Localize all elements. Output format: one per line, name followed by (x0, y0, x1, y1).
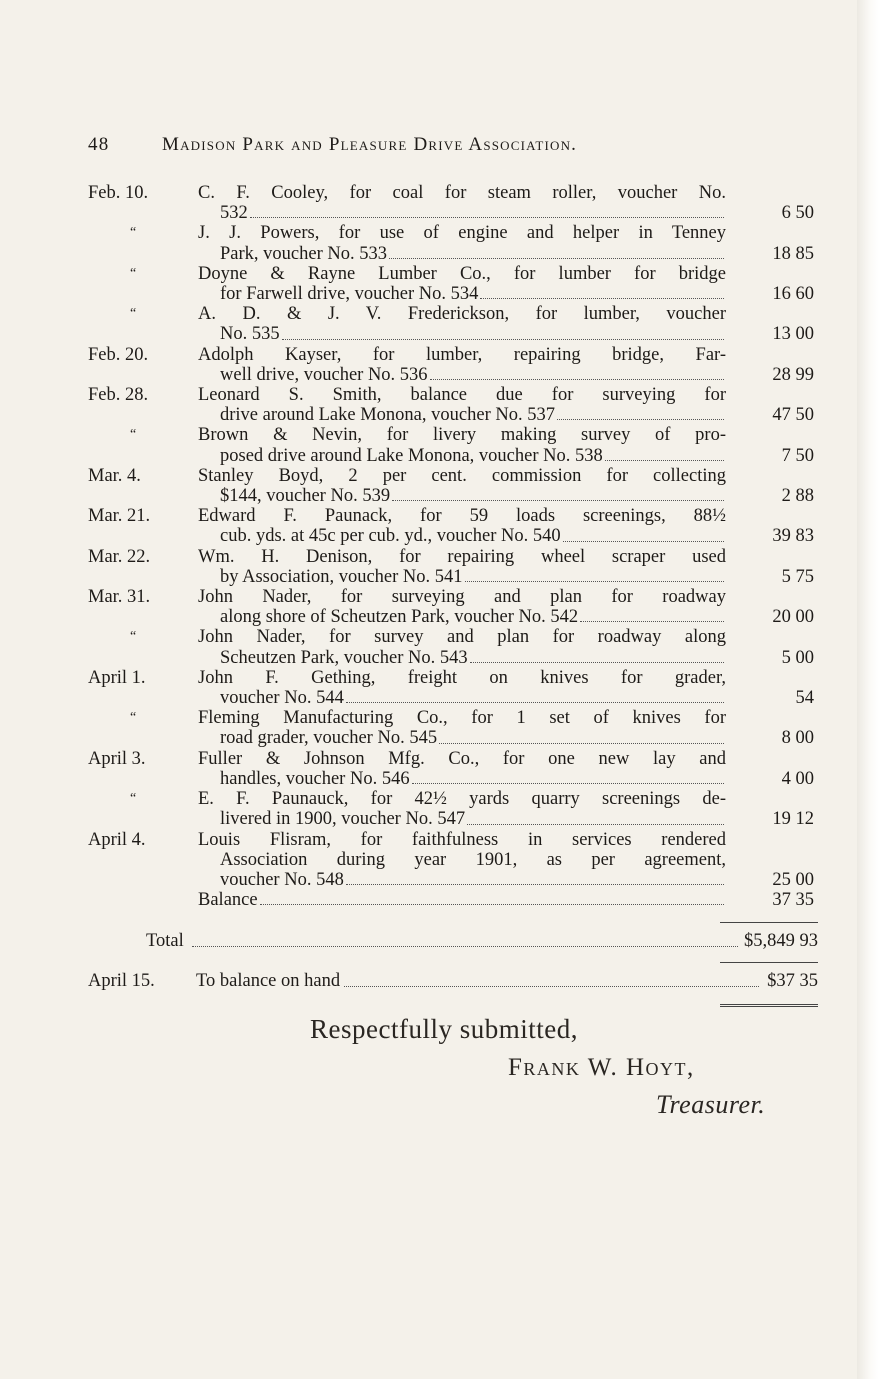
entry-description (198, 627, 726, 667)
entry-date: Feb. 10. (88, 183, 149, 203)
ledger-entry (88, 587, 818, 627)
entry-description (198, 425, 726, 465)
entry-description (198, 547, 726, 587)
entry-amount: 37 35 (772, 890, 814, 911)
balance-double-rule (720, 1004, 818, 1007)
description-line: handles, voucher No. 546 (220, 768, 410, 789)
entry-amount: 7 50 (781, 445, 814, 466)
leader-dots (389, 244, 724, 259)
entry-date: “ (130, 306, 137, 322)
description-line: Fuller & Johnson Mfg. Co., for one new lay and (198, 748, 726, 769)
entry-date: Mar. 4. (88, 465, 141, 486)
entry-amount: 25 00 (772, 869, 814, 890)
description-line: drive around Lake Monona, voucher No. 537 (220, 405, 555, 426)
entry-date: “ (130, 710, 137, 726)
ledger-entry (88, 789, 818, 829)
entry-description (198, 708, 726, 748)
description-line: Brown & Nevin, for livery making survey of pro- (198, 425, 726, 446)
leader-dots (260, 890, 724, 905)
balance-on-hand-row (88, 971, 818, 992)
entry-description (198, 304, 726, 344)
entry-description (198, 789, 726, 829)
entry-date: Mar. 31. (88, 587, 151, 608)
leader-dots (470, 648, 724, 663)
page-header (88, 134, 738, 156)
entry-amount: 5 75 (781, 566, 814, 587)
description-line: Fleming Manufacturing Co., for 1 set of knives for (198, 708, 726, 729)
entry-amount: 19 12 (772, 809, 814, 830)
entry-date: Feb. 28. (88, 385, 149, 406)
entry-amount: 13 00 (772, 324, 814, 345)
entry-description (198, 345, 726, 385)
ledger-entry (88, 830, 818, 891)
signer-name: Frank W. Hoyt, (508, 1054, 695, 1081)
description-line: voucher No. 544 (220, 688, 344, 709)
total-rule-bottom (720, 962, 818, 963)
description-line: John Nader, for surveying and plan for roadway (198, 587, 726, 608)
leader-dots (467, 809, 724, 824)
ledger-entry (88, 345, 818, 385)
leader-dots (392, 486, 724, 501)
total-amount: $5,849 93 (744, 931, 818, 951)
balance-amount: $37 35 (767, 971, 818, 991)
leader-dots (344, 971, 759, 987)
leader-dots (480, 284, 724, 299)
description-line: livered in 1900, voucher No. 547 (220, 809, 466, 830)
entry-amount: 47 50 (772, 405, 814, 426)
leader-dots (439, 728, 724, 743)
total-rule-top (720, 922, 818, 923)
description-line: $144, voucher No. 539 (220, 486, 391, 507)
entry-date: “ (130, 265, 137, 281)
entry-date: Mar. 22. (88, 546, 151, 567)
ledger-entry (88, 425, 818, 465)
description-line: Louis Flisram, for faithfulness in services rendered (198, 829, 726, 850)
ledger-entry (88, 708, 818, 748)
ledger-entry (88, 668, 818, 708)
ledger-entry (88, 749, 818, 789)
entry-date (88, 890, 198, 910)
leader-dots (563, 526, 724, 541)
description-line: C. F. Cooley, for coal for steam roller, voucher No. (198, 183, 726, 203)
entry-description (198, 506, 726, 546)
description-line: voucher No. 548 (220, 869, 344, 890)
description-line: Scheutzen Park, voucher No. 543 (220, 647, 468, 668)
description-line: J. J. Powers, for use of engine and helper in Tenney (198, 223, 726, 244)
entry-description (198, 890, 726, 910)
entry-date: April 4. (88, 829, 146, 850)
description-line: Association during year 1901, as per agreement, (220, 849, 726, 870)
ledger-entry (88, 304, 818, 344)
description-line: along shore of Scheutzen Park, voucher No. 542 (220, 607, 579, 628)
page-title: Madison Park and Pleasure Drive Association. (162, 134, 578, 155)
entry-amount: 54 (795, 688, 814, 709)
description-line: Doyne & Rayne Lumber Co., for lumber for bridge (198, 263, 726, 284)
entry-date: “ (130, 629, 137, 645)
description-line: John Nader, for survey and plan for roadway along (198, 627, 726, 648)
description-line: well drive, voucher No. 536 (220, 364, 428, 385)
balance-date: April 15. (88, 971, 155, 991)
entry-description (198, 668, 726, 708)
description-line: E. F. Paunauck, for 42½ yards quarry screenings de- (198, 789, 726, 810)
entry-description (198, 264, 726, 304)
ledger-entry (88, 547, 818, 587)
description-line: No. 535 (220, 324, 280, 345)
ledger-entry (88, 890, 818, 910)
ledger-entry (88, 466, 818, 506)
total-row (146, 931, 818, 952)
entry-amount: 18 85 (772, 243, 814, 264)
description-line: Balance (198, 890, 258, 911)
entry-description (198, 223, 726, 263)
leader-dots (557, 405, 724, 420)
entry-amount: 20 00 (772, 607, 814, 628)
entry-amount: 2 88 (781, 486, 814, 507)
entry-description (198, 830, 726, 891)
leader-dots (282, 324, 724, 339)
description-line: posed drive around Lake Monona, voucher No. 538 (220, 445, 603, 466)
entry-amount: 8 00 (781, 728, 814, 749)
leader-dots (465, 567, 724, 582)
leader-dots (430, 365, 724, 380)
leader-dots (192, 931, 738, 947)
ledger-entry (88, 506, 818, 546)
balance-label: To balance on hand (196, 971, 341, 991)
entry-date: April 3. (88, 748, 146, 769)
description-line: John F. Gething, freight on knives for grader, (198, 667, 726, 688)
entry-date: “ (130, 791, 137, 807)
entry-date: “ (130, 225, 137, 241)
description-line: Adolph Kayser, for lumber, repairing bridge, Far- (198, 344, 726, 365)
description-line: for Farwell drive, voucher No. 534 (220, 284, 479, 305)
entry-amount: 5 00 (781, 647, 814, 668)
leader-dots (346, 870, 724, 885)
ledger-entry (88, 627, 818, 667)
entry-description (198, 587, 726, 627)
description-line: Park, voucher No. 533 (220, 243, 387, 264)
entry-date: Feb. 20. (88, 344, 149, 365)
ledger-entry (88, 183, 818, 223)
total-label: Total (146, 931, 184, 951)
ledger-entries (88, 183, 818, 910)
entry-amount: 6 50 (781, 203, 814, 224)
entry-description (198, 183, 726, 223)
entry-date: April 1. (88, 667, 146, 688)
entry-description (198, 749, 726, 789)
entry-description (198, 466, 726, 506)
leader-dots (605, 446, 724, 461)
ledger-entry (88, 223, 818, 263)
description-line: Edward F. Paunack, for 59 loads screenings, 88½ (198, 506, 726, 527)
page-edge-shadow (857, 0, 879, 1379)
leader-dots (412, 769, 724, 784)
entry-amount: 16 60 (772, 284, 814, 305)
description-line: Stanley Boyd, 2 per cent. commission for collecting (198, 465, 726, 486)
page-number: 48 (88, 134, 110, 155)
entry-amount: 4 00 (781, 768, 814, 789)
description-line: 532 (220, 203, 248, 224)
leader-dots (250, 203, 724, 218)
entry-amount: 39 83 (772, 526, 814, 547)
leader-dots (346, 688, 724, 703)
ledger-entry (88, 264, 818, 304)
description-line: Leonard S. Smith, balance due for surveying for (198, 385, 726, 406)
description-line: road grader, voucher No. 545 (220, 728, 438, 749)
ledger-entry (88, 385, 818, 425)
entry-date: “ (130, 427, 137, 443)
closing-text: Respectfully submitted, (310, 1014, 578, 1044)
entry-description (198, 385, 726, 425)
entry-date: Mar. 21. (88, 506, 151, 527)
leader-dots (580, 607, 724, 622)
description-line: cub. yds. at 45c per cub. yd., voucher No. 540 (220, 526, 561, 547)
description-line: by Association, voucher No. 541 (220, 566, 463, 587)
signer-title: Treasurer. (656, 1090, 766, 1119)
entry-amount: 28 99 (772, 364, 814, 385)
description-line: Wm. H. Denison, for repairing wheel scraper used (198, 546, 726, 567)
description-line: A. D. & J. V. Frederickson, for lumber, voucher (198, 304, 726, 325)
